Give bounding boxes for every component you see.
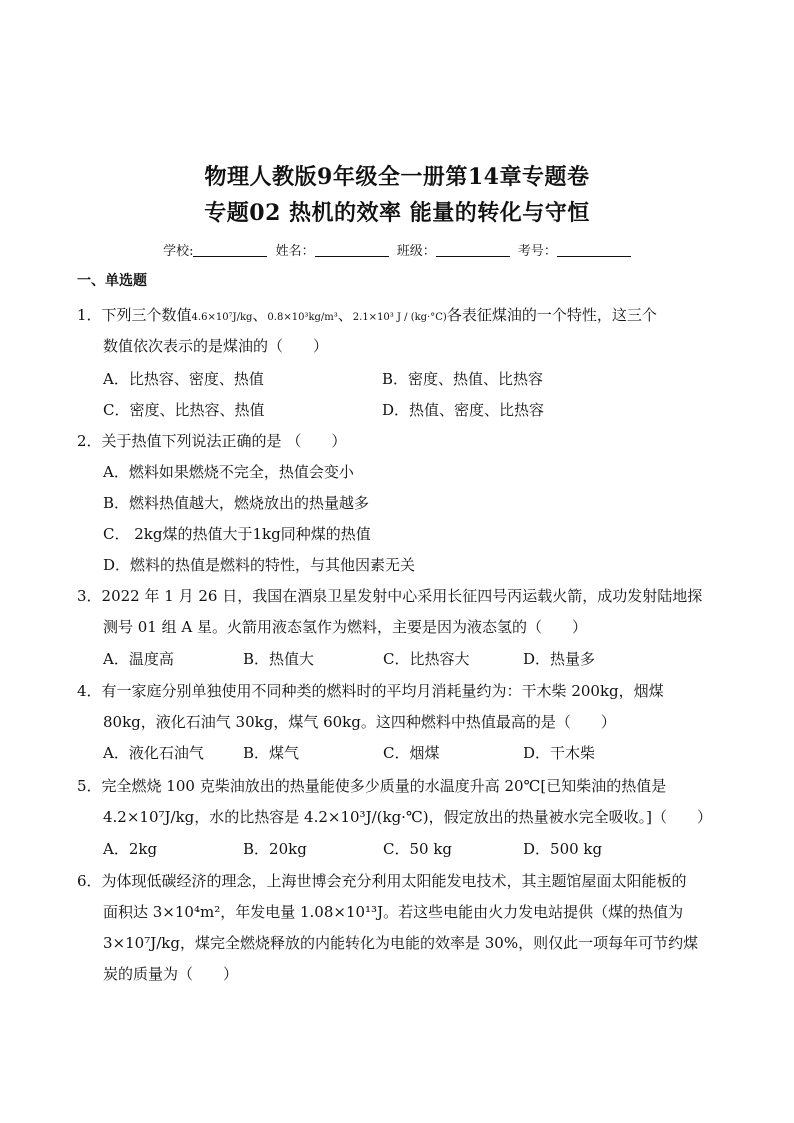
question-3-option-a: A．温度高 xyxy=(103,650,174,668)
question-4-option-d: D．干木柴 xyxy=(523,744,596,762)
question-5-option-b: B．20kg xyxy=(243,840,307,858)
question-6-stem-line2: 面积达 3×10⁴m²，年发电量 1.08×10¹³J。若这些电能由火力发电站提供（煤的热值为 xyxy=(103,903,684,921)
exam-number-blank[interactable] xyxy=(557,244,631,257)
question-3-stem-line2: 测号 01 组 A 星。火箭用液态氢作为燃料，主要是因为液态氢的（ ） xyxy=(103,618,587,636)
question-5-stem-line1: 5．完全燃烧 100 克柴油放出的热量能使多少质量的水温度升高 20℃[已知柴油的热值是 xyxy=(77,777,667,795)
question-3-option-b: B．热值大 xyxy=(243,650,315,668)
class-blank[interactable] xyxy=(436,244,510,257)
question-1-stem-line1 xyxy=(77,304,657,325)
name-label: 姓名： xyxy=(275,244,315,259)
question-1-text-start: 1．下列三个数值 xyxy=(77,306,192,324)
question-1-option-d: D．热值、密度、比热容 xyxy=(382,401,545,419)
separator: 、 xyxy=(337,306,353,324)
question-1-option-b: B．密度、热值、比热容 xyxy=(382,370,544,388)
school-label: 学校: xyxy=(163,244,194,259)
student-info-row xyxy=(0,240,794,259)
question-4-stem-line2: 80kg，液化石油气 30kg，煤气 60kg。这四种燃料中热值最高的是（ ） xyxy=(103,713,616,731)
question-2-option-a: A．燃料如果燃烧不完全，热值会变小 xyxy=(103,463,354,481)
question-6-stem-line3: 3×10⁷J/kg，煤完全燃烧释放的内能转化为电能的效率是 30%，则仅此一项每年可节约煤 xyxy=(103,934,699,952)
question-2-option-b: B．燃料热值越大，燃烧放出的热量越多 xyxy=(103,494,370,512)
separator: 、 xyxy=(252,306,268,324)
section-heading: 一、单选题 xyxy=(77,273,147,289)
question-3-stem-line1: 3．2022 年 1 月 26 日，我国在酒泉卫星发射中心采用长征四号丙运载火箭，成功发射陆地探 xyxy=(77,587,703,605)
question-5-option-a: A．2kg xyxy=(103,840,158,858)
question-6-stem-line4: 炭的质量为（ ） xyxy=(103,965,239,983)
page-title: 物理人教版9年级全一册第14章专题卷 xyxy=(204,164,590,190)
question-1-stem-line2: 数值依次表示的是煤油的（ ） xyxy=(103,337,329,355)
value-heat: 4.6×10⁷J/kg xyxy=(191,312,253,323)
school-blank[interactable] xyxy=(193,244,267,257)
question-5-option-d: D．500 kg xyxy=(523,840,603,858)
question-2-option-d: D．燃料的热值是燃料的特性，与其他因素无关 xyxy=(103,556,416,574)
name-blank[interactable] xyxy=(315,244,389,257)
value-specific-heat: 2.1×10³ J / (kg·°C) xyxy=(352,312,447,323)
question-2-option-c: C． 2kg煤的热值大于1kg同种煤的热值 xyxy=(103,525,371,543)
question-3-option-d: D．热量多 xyxy=(523,650,596,668)
question-4-stem-line1: 4．有一家庭分别单独使用不同种类的燃料时的平均月消耗量约为：干木柴 200kg，烟煤 xyxy=(77,682,664,700)
class-label: 班级： xyxy=(396,244,436,259)
question-6-stem-line1: 6．为体现低碳经济的理念，上海世博会充分利用太阳能发电技术，其主题馆屋面太阳能板的 xyxy=(77,872,687,890)
page-subtitle: 专题02 热机的效率 能量的转化与守恒 xyxy=(204,200,590,226)
question-1-text-end: 各表征煤油的一个特性，这三个 xyxy=(446,306,657,324)
question-4-option-a: A．液化石油气 xyxy=(103,744,204,762)
question-5-stem-line2: 4.2×10⁷J/kg，水的比热容是 4.2×10³J/(kg·℃)，假定放出的热量被水完全吸收。]（ ） xyxy=(103,808,712,826)
question-2-stem: 2．关于热值下列说法正确的是 （ ） xyxy=(77,432,347,450)
question-5-option-c: C．50 kg xyxy=(383,840,453,858)
question-4-option-c: C．烟煤 xyxy=(383,744,440,762)
value-density: 0.8×10³kg/m³ xyxy=(267,312,338,323)
question-1-option-c: C．密度、比热容、热值 xyxy=(103,401,265,419)
question-4-option-b: B．煤气 xyxy=(243,744,300,762)
question-1-option-a: A．比热容、密度、热值 xyxy=(103,370,264,388)
exam-number-label: 考号： xyxy=(517,244,557,259)
question-3-option-c: C．比热容大 xyxy=(383,650,470,668)
